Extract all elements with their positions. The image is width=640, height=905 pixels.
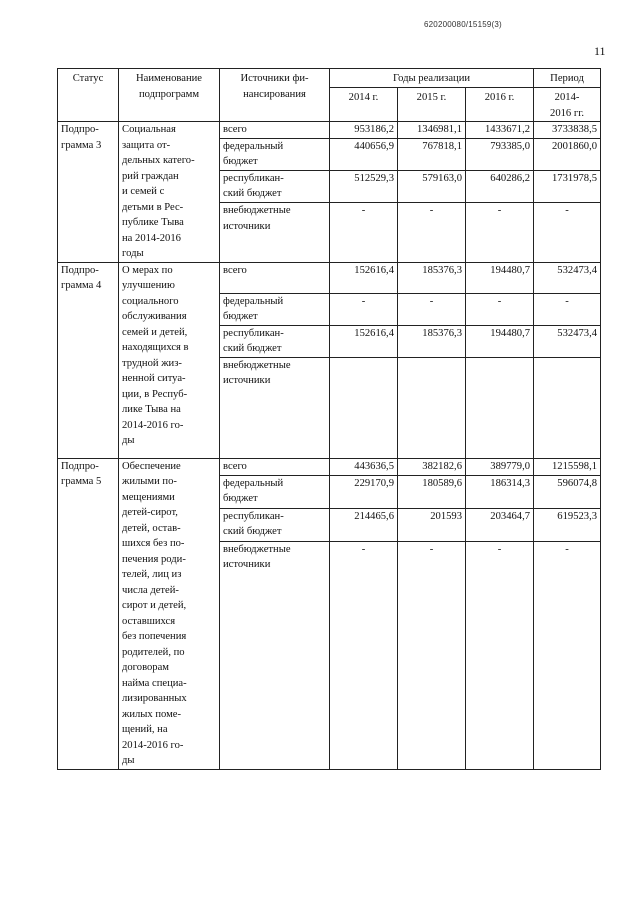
page-number: 11 — [594, 44, 606, 58]
value-2016: 194480,7 — [466, 262, 534, 293]
table-body — [58, 122, 601, 770]
header-name: Наименование подпрограмм — [119, 69, 220, 122]
value-2014: - — [330, 541, 398, 769]
program-name: Обеспечение жилыми по- мещениями детей-сирот, детей, остав- шихся без по- печения роди- телей, лиц из числа детей- сирот и детей, оставшихся без попечения родителей, по договорам найма специа- лизированных жилых поме- щений, на 2014-2016 го- ды — [119, 458, 220, 769]
value-2014: 440656,9 — [330, 138, 398, 170]
header-year-2016: 2016 г. — [466, 88, 534, 122]
value-2016: 389779,0 — [466, 458, 534, 475]
funding-source: федеральный бюджет — [220, 138, 330, 170]
value-2015: 185376,3 — [398, 262, 466, 293]
value-2014: 443636,5 — [330, 458, 398, 475]
funding-source: федеральный бюджет — [220, 475, 330, 508]
table-row — [58, 122, 601, 139]
program-status: Подпро- грамма 4 — [58, 262, 119, 458]
value-period: 619523,3 — [534, 508, 601, 541]
value-2016: 194480,7 — [466, 325, 534, 357]
value-2014: 152616,4 — [330, 325, 398, 357]
value-2016 — [466, 357, 534, 458]
funding-source: всего — [220, 122, 330, 139]
value-2014: 152616,4 — [330, 262, 398, 293]
funding-source: республикан- ский бюджет — [220, 325, 330, 357]
header-period: Период — [534, 69, 601, 88]
funding-source: всего — [220, 458, 330, 475]
funding-source: республикан- ский бюджет — [220, 508, 330, 541]
value-2016: 186314,3 — [466, 475, 534, 508]
value-2015: - — [398, 293, 466, 325]
funding-source: всего — [220, 262, 330, 293]
value-2016: 793385,0 — [466, 138, 534, 170]
value-2015 — [398, 357, 466, 458]
value-period — [534, 357, 601, 458]
value-2015: 1346981,1 — [398, 122, 466, 139]
funding-source: внебюджетные источники — [220, 357, 330, 458]
value-period: 3733838,5 — [534, 122, 601, 139]
value-2014: - — [330, 293, 398, 325]
value-2016: 203464,7 — [466, 508, 534, 541]
header-sources: Источники фи- нансирования — [220, 69, 330, 122]
funding-source: республикан- ский бюджет — [220, 170, 330, 202]
value-2016: - — [466, 203, 534, 262]
value-2015: - — [398, 203, 466, 262]
value-period: 596074,8 — [534, 475, 601, 508]
funding-table — [57, 68, 601, 770]
header-years-group: Годы реализации — [330, 69, 534, 88]
value-period: - — [534, 541, 601, 769]
funding-source: федеральный бюджет — [220, 293, 330, 325]
value-2016: - — [466, 293, 534, 325]
header-period-range: 2014- 2016 гг. — [534, 88, 601, 122]
program-status: Подпро- грамма 3 — [58, 122, 119, 263]
header-year-2015: 2015 г. — [398, 88, 466, 122]
value-2015: 767818,1 — [398, 138, 466, 170]
value-2016: 1433671,2 — [466, 122, 534, 139]
value-2014 — [330, 357, 398, 458]
header-status: Статус — [58, 69, 119, 122]
value-2015: 382182,6 — [398, 458, 466, 475]
program-name: Социальная защита от- дельных катего- рий граждан и семей с детьми в Рес- публике Тыва на 2014-2016 годы — [119, 122, 220, 263]
value-2015: 185376,3 — [398, 325, 466, 357]
program-status: Подпро- грамма 5 — [58, 458, 119, 769]
header-year-2014: 2014 г. — [330, 88, 398, 122]
value-period: 532473,4 — [534, 262, 601, 293]
value-2014: 512529,3 — [330, 170, 398, 202]
value-2015: 579163,0 — [398, 170, 466, 202]
funding-source: внебюджетные источники — [220, 541, 330, 769]
value-period: 1215598,1 — [534, 458, 601, 475]
value-period: - — [534, 203, 601, 262]
value-period: 1731978,5 — [534, 170, 601, 202]
value-period: 532473,4 — [534, 325, 601, 357]
value-2014: - — [330, 203, 398, 262]
program-name: О мерах по улучшению социального обслуживания семей и детей, находящихся в трудной жиз- ненной ситуа- ции, в Респуб- лике Тыва на 2014-2016 го- ды — [119, 262, 220, 458]
value-2014: 953186,2 — [330, 122, 398, 139]
value-2015: 201593 — [398, 508, 466, 541]
value-period: 2001860,0 — [534, 138, 601, 170]
value-2016: 640286,2 — [466, 170, 534, 202]
value-2015: 180589,6 — [398, 475, 466, 508]
value-2015: - — [398, 541, 466, 769]
table-row — [58, 262, 601, 293]
funding-source: внебюджетные источники — [220, 203, 330, 262]
value-2014: 214465,6 — [330, 508, 398, 541]
value-2016: - — [466, 541, 534, 769]
value-2014: 229170,9 — [330, 475, 398, 508]
value-period: - — [534, 293, 601, 325]
document-id: 620200080/15159(3) — [424, 20, 502, 29]
table-row — [58, 458, 601, 475]
